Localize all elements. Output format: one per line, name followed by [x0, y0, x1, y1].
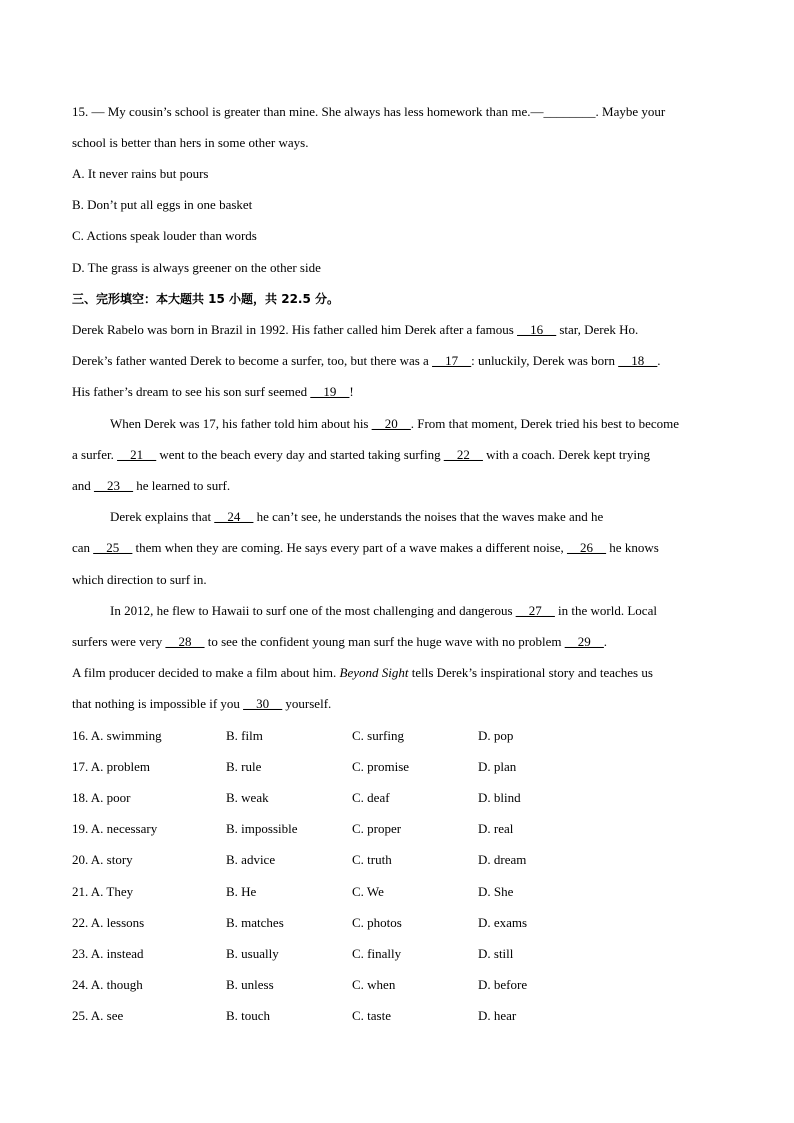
passage-text: Derek Rabelo was born in Brazil in 1992. His father called him Derek after a famous: [72, 322, 518, 337]
option-a: 23. A. instead: [72, 946, 144, 961]
option-a: 24. A. though: [72, 977, 143, 992]
option-b: B. advice: [226, 852, 276, 867]
passage-text: . From that moment, Derek tried his best to become: [410, 416, 679, 431]
option-b: B. matches: [226, 915, 284, 930]
option-c: C. taste: [352, 1008, 391, 1023]
blank-21: __21__: [117, 447, 157, 462]
passage-text: : unluckily, Derek was born: [471, 353, 619, 368]
passage-line-5: [72, 447, 650, 463]
passage-line-8: [72, 540, 659, 556]
passage-text: can: [72, 540, 94, 555]
passage-text: When Derek was 17, his father told him about his: [110, 416, 372, 431]
option-d: D. hear: [478, 1008, 517, 1023]
option-d: D. blind: [478, 790, 521, 805]
passage-text: in the world. Local: [554, 603, 657, 618]
passage-text: he can’t see, he understands the noises that the waves make and he: [253, 509, 604, 524]
option-d: D. exams: [478, 915, 528, 930]
blank-27: __27__: [515, 603, 555, 618]
option-c: C. promise: [352, 759, 410, 774]
passage-text: with a coach. Derek kept trying: [482, 447, 650, 462]
passage-text: !: [349, 384, 354, 399]
passage-text: Derek explains that: [110, 509, 215, 524]
passage-text: A film producer decided to make a film about him.: [72, 665, 340, 680]
option-b: B. usually: [226, 946, 279, 961]
option-c: C. proper: [352, 821, 402, 836]
option-b: B. impossible: [226, 821, 298, 836]
option-b: B. weak: [226, 790, 269, 805]
blank-17: __17__: [432, 353, 472, 368]
option-d: D. dream: [478, 852, 527, 867]
passage-text: that nothing is impossible if you: [72, 696, 244, 711]
option-b: B. rule: [226, 759, 262, 774]
option-c: C. truth: [352, 852, 392, 867]
q15-option-a: A. It never rains but pours: [72, 166, 209, 181]
blank-16: __16__: [517, 322, 557, 337]
option-b: B. He: [226, 884, 257, 899]
option-c: C. surfing: [352, 728, 404, 743]
option-c: C. finally: [352, 946, 402, 961]
passage-line-1: [72, 322, 638, 338]
option-d: D. pop: [478, 728, 514, 743]
passage-text: star, Derek Ho.: [556, 322, 639, 337]
option-b: B. unless: [226, 977, 274, 992]
passage-text: His father’s dream to see his son surf seemed: [72, 384, 311, 399]
q15-option-d: D. The grass is always greener on the other side: [72, 260, 321, 275]
film-title: Beyond Sight: [339, 665, 409, 680]
passage-line-4: [110, 416, 679, 432]
passage-text: surfers were very: [72, 634, 166, 649]
passage-text: he learned to surf.: [133, 478, 231, 493]
blank-25: __25__: [93, 540, 133, 555]
q15-option-c: C. Actions speak louder than words: [72, 228, 257, 243]
option-d: D. She: [478, 884, 514, 899]
passage-line-2: [72, 353, 661, 369]
passage-text: went to the beach every day and started taking surfing: [156, 447, 444, 462]
passage-line-6: [72, 478, 230, 494]
passage-text: .: [603, 634, 608, 649]
blank-24: __24__: [214, 509, 254, 524]
blank-20: __20__: [371, 416, 411, 431]
passage-line-7: [110, 509, 603, 525]
passage-line-3: [72, 384, 354, 400]
option-b: B. touch: [226, 1008, 271, 1023]
option-b: B. film: [226, 728, 263, 743]
option-a: 20. A. story: [72, 852, 133, 867]
passage-text: a surfer.: [72, 447, 118, 462]
passage-line-12: [72, 665, 653, 681]
passage-text: he knows: [606, 540, 659, 555]
option-a: 16. A. swimming: [72, 728, 162, 743]
blank-29: __29__: [564, 634, 604, 649]
passage-text: Derek’s father wanted Derek to become a surfer, too, but there was a: [72, 353, 433, 368]
option-a: 25. A. see: [72, 1008, 124, 1023]
option-a: 17. A. problem: [72, 759, 150, 774]
q15-stem-line1: 15. — My cousin’s school is greater than mine. She always has less homework than me.—________. Maybe your: [72, 104, 666, 119]
option-d: D. real: [478, 821, 514, 836]
option-c: C. We: [352, 884, 384, 899]
option-c: C. deaf: [352, 790, 390, 805]
q15-stem-line2: school is better than hers in some other ways.: [72, 135, 309, 150]
passage-text: .: [657, 353, 661, 368]
passage-line-11: [72, 634, 607, 650]
passage-text: tells Derek’s inspirational story and teaches us: [408, 665, 653, 680]
option-a: 21. A. They: [72, 884, 134, 899]
blank-26: __26__: [567, 540, 607, 555]
passage-text: to see the confident young man surf the huge wave with no problem: [204, 634, 565, 649]
passage-line-13: [72, 696, 331, 712]
option-a: 22. A. lessons: [72, 915, 145, 930]
passage-text: yourself.: [282, 696, 332, 711]
passage-text: them when they are coming. He says every part of a wave makes a different noise,: [132, 540, 568, 555]
blank-19: __19__: [310, 384, 350, 399]
option-d: D. still: [478, 946, 514, 961]
blank-28: __28__: [165, 634, 205, 649]
blank-22: __22__: [443, 447, 483, 462]
blank-18: __18__: [618, 353, 658, 368]
option-a: 18. A. poor: [72, 790, 131, 805]
q15-option-b: B. Don’t put all eggs in one basket: [72, 197, 253, 212]
passage-line-9: which direction to surf in.: [72, 572, 207, 587]
passage-text: In 2012, he flew to Hawaii to surf one of the most challenging and dangerous: [110, 603, 516, 618]
option-d: D. before: [478, 977, 528, 992]
option-c: C. when: [352, 977, 396, 992]
option-c: C. photos: [352, 915, 402, 930]
passage-line-10: [110, 603, 657, 619]
blank-30: __30__: [243, 696, 283, 711]
passage-text: and: [72, 478, 95, 493]
option-a: 19. A. necessary: [72, 821, 158, 836]
section-heading: 三、完形填空：本大题共 15 小题，共 22.5 分。: [72, 292, 340, 306]
option-d: D. plan: [478, 759, 517, 774]
blank-23: __23__: [94, 478, 134, 493]
